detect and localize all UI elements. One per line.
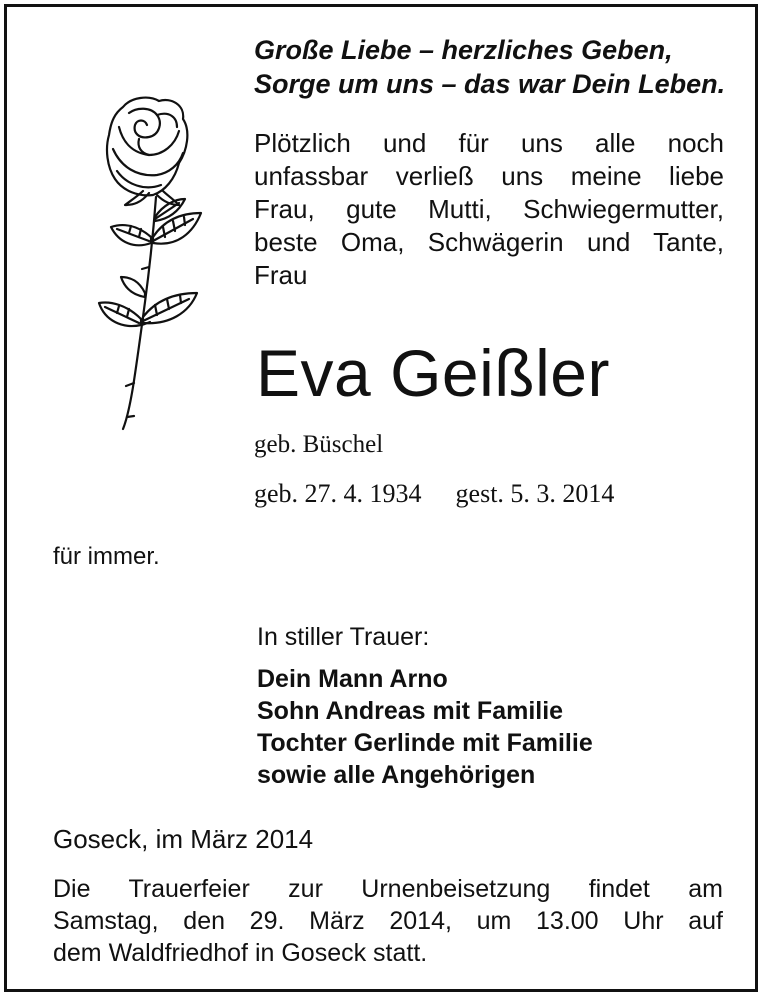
motto-line: Sorge um uns – das war Dein Leben. <box>254 69 726 99</box>
family-list <box>257 663 593 791</box>
place-date: Goseck, im März 2014 <box>53 824 314 854</box>
family-member: sowie alle Angehörigen <box>257 761 536 789</box>
forever-text: für immer. <box>53 543 160 570</box>
birth-date: geb. 27. 4. 1934 <box>254 479 422 508</box>
motto <box>254 33 725 101</box>
deceased-name: Eva Geißler <box>256 336 610 410</box>
motto-line: Große Liebe – herzliches Geben, <box>254 35 673 65</box>
intro-line: unfassbar verließ uns meine liebe <box>254 161 724 191</box>
intro-line: Frau <box>254 260 308 290</box>
life-dates <box>254 477 614 511</box>
mourning-heading: In stiller Trauer: <box>257 623 430 651</box>
intro-line: Plötzlich und für uns alle noch <box>254 128 724 158</box>
rose-icon <box>53 87 213 437</box>
intro-line: Frau, gute Mutti, Schwiegermutter, <box>254 194 724 224</box>
intro-text <box>254 127 724 292</box>
family-member: Dein Mann Arno <box>257 665 448 693</box>
intro-line: beste Oma, Schwägerin und Tante, <box>254 227 724 257</box>
family-member: Tochter Gerlinde mit Familie <box>257 729 593 757</box>
funeral-line: dem Waldfriedhof in Goseck statt. <box>53 939 428 967</box>
family-member: Sohn Andreas mit Familie <box>257 697 564 725</box>
funeral-line: Die Trauerfeier zur Urnenbeisetzung findet am <box>53 875 723 903</box>
birth-name: geb. Büschel <box>254 431 384 458</box>
death-date: gest. 5. 3. 2014 <box>455 479 615 508</box>
funeral-line: Samstag, den 29. März 2014, um 13.00 Uhr auf <box>53 907 723 935</box>
funeral-info <box>53 873 723 969</box>
obituary-notice <box>4 4 758 992</box>
